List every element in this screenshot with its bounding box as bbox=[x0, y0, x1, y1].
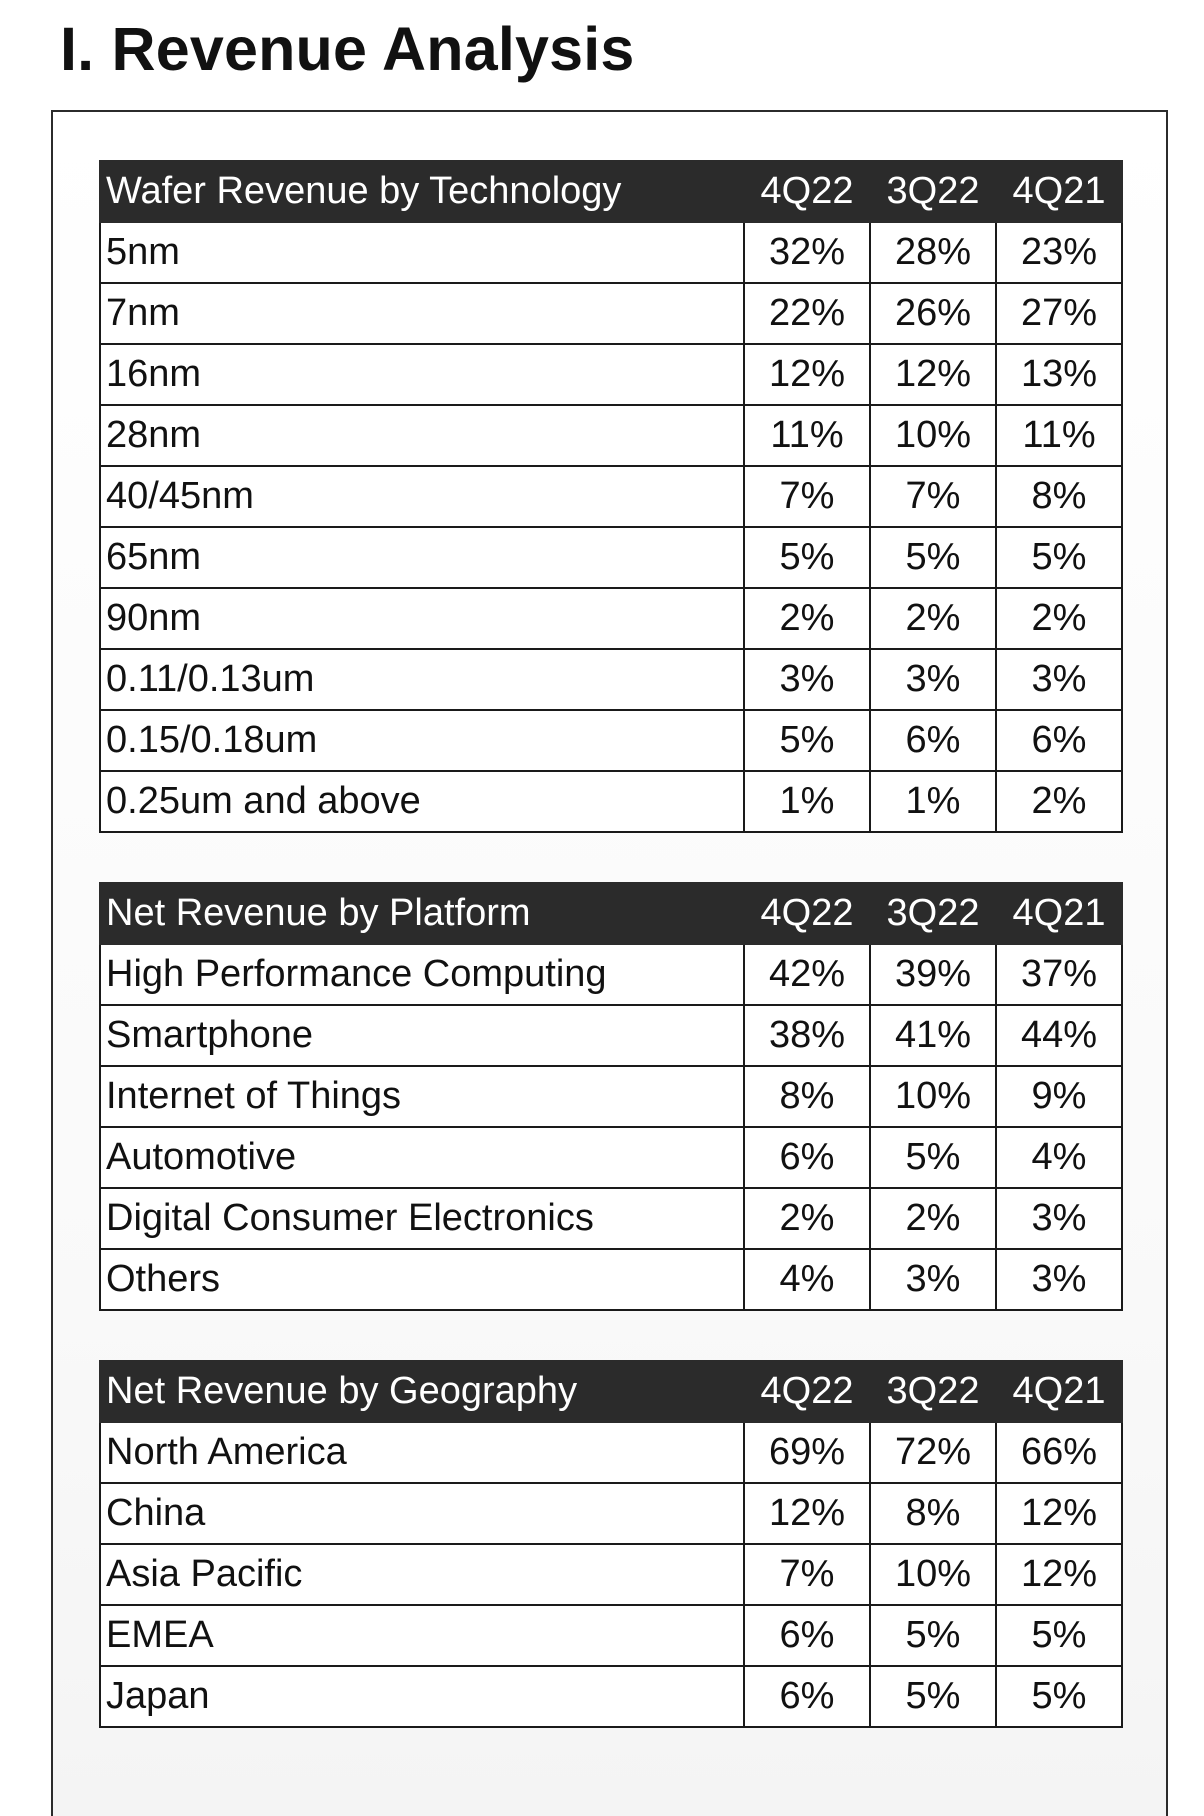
percent-cell: 2% bbox=[996, 771, 1122, 832]
row-label: 65nm bbox=[100, 527, 744, 588]
percent-cell: 9% bbox=[996, 1066, 1122, 1127]
row-label: 5nm bbox=[100, 222, 744, 283]
row-label: 0.11/0.13um bbox=[100, 649, 744, 710]
percent-cell: 5% bbox=[996, 1666, 1122, 1727]
table-title: Wafer Revenue by Technology bbox=[100, 161, 744, 222]
percent-cell: 3% bbox=[996, 1249, 1122, 1310]
percent-cell: 26% bbox=[870, 283, 996, 344]
row-label: EMEA bbox=[100, 1605, 744, 1666]
percent-cell: 1% bbox=[870, 771, 996, 832]
table-row bbox=[100, 588, 1122, 649]
net-revenue-by-platform-table bbox=[99, 882, 1123, 1311]
table-row bbox=[100, 222, 1122, 283]
percent-cell: 23% bbox=[996, 222, 1122, 283]
table-row bbox=[100, 344, 1122, 405]
table-row bbox=[100, 649, 1122, 710]
percent-cell: 7% bbox=[744, 1544, 870, 1605]
table-row bbox=[100, 405, 1122, 466]
row-label: Internet of Things bbox=[100, 1066, 744, 1127]
percent-cell: 39% bbox=[870, 944, 996, 1005]
percent-cell: 37% bbox=[996, 944, 1122, 1005]
percent-cell: 7% bbox=[870, 466, 996, 527]
table-row bbox=[100, 283, 1122, 344]
percent-cell: 10% bbox=[870, 1544, 996, 1605]
row-label: 0.15/0.18um bbox=[100, 710, 744, 771]
percent-cell: 11% bbox=[996, 405, 1122, 466]
row-label: 40/45nm bbox=[100, 466, 744, 527]
percent-cell: 2% bbox=[744, 588, 870, 649]
percent-cell: 6% bbox=[744, 1605, 870, 1666]
percent-cell: 12% bbox=[744, 1483, 870, 1544]
percent-cell: 66% bbox=[996, 1422, 1122, 1483]
percent-cell: 12% bbox=[744, 344, 870, 405]
percent-cell: 12% bbox=[996, 1483, 1122, 1544]
row-label: 90nm bbox=[100, 588, 744, 649]
percent-cell: 5% bbox=[996, 527, 1122, 588]
percent-cell: 72% bbox=[870, 1422, 996, 1483]
table-row bbox=[100, 1066, 1122, 1127]
percent-cell: 5% bbox=[870, 1127, 996, 1188]
column-header: 4Q21 bbox=[996, 161, 1122, 222]
percent-cell: 8% bbox=[870, 1483, 996, 1544]
percent-cell: 7% bbox=[744, 466, 870, 527]
table-header-row bbox=[100, 883, 1122, 944]
row-label: Smartphone bbox=[100, 1005, 744, 1066]
row-label: Automotive bbox=[100, 1127, 744, 1188]
percent-cell: 69% bbox=[744, 1422, 870, 1483]
row-label: China bbox=[100, 1483, 744, 1544]
percent-cell: 10% bbox=[870, 1066, 996, 1127]
column-header: 4Q22 bbox=[744, 161, 870, 222]
percent-cell: 6% bbox=[996, 710, 1122, 771]
column-header: 3Q22 bbox=[870, 1361, 996, 1422]
percent-cell: 4% bbox=[996, 1127, 1122, 1188]
percent-cell: 3% bbox=[996, 649, 1122, 710]
column-header: 3Q22 bbox=[870, 161, 996, 222]
percent-cell: 3% bbox=[870, 1249, 996, 1310]
table-row bbox=[100, 527, 1122, 588]
row-label: 7nm bbox=[100, 283, 744, 344]
percent-cell: 32% bbox=[744, 222, 870, 283]
table-row bbox=[100, 1483, 1122, 1544]
percent-cell: 28% bbox=[870, 222, 996, 283]
table-row bbox=[100, 944, 1122, 1005]
percent-cell: 5% bbox=[744, 710, 870, 771]
percent-cell: 4% bbox=[744, 1249, 870, 1310]
row-label: Asia Pacific bbox=[100, 1544, 744, 1605]
table-row bbox=[100, 1005, 1122, 1066]
percent-cell: 8% bbox=[744, 1066, 870, 1127]
percent-cell: 6% bbox=[870, 710, 996, 771]
percent-cell: 5% bbox=[870, 1605, 996, 1666]
percent-cell: 41% bbox=[870, 1005, 996, 1066]
wafer-revenue-by-technology-table bbox=[99, 160, 1123, 833]
column-header: 4Q22 bbox=[744, 883, 870, 944]
percent-cell: 3% bbox=[870, 649, 996, 710]
column-header: 3Q22 bbox=[870, 883, 996, 944]
table-row bbox=[100, 1249, 1122, 1310]
percent-cell: 6% bbox=[744, 1666, 870, 1727]
percent-cell: 5% bbox=[870, 1666, 996, 1727]
percent-cell: 11% bbox=[744, 405, 870, 466]
row-label: North America bbox=[100, 1422, 744, 1483]
table-row bbox=[100, 466, 1122, 527]
net-revenue-by-geography-table bbox=[99, 1360, 1123, 1728]
row-label: Others bbox=[100, 1249, 744, 1310]
table-row bbox=[100, 1422, 1122, 1483]
percent-cell: 5% bbox=[744, 527, 870, 588]
percent-cell: 42% bbox=[744, 944, 870, 1005]
table-title: Net Revenue by Geography bbox=[100, 1361, 744, 1422]
row-label: Japan bbox=[100, 1666, 744, 1727]
table-row bbox=[100, 710, 1122, 771]
percent-cell: 27% bbox=[996, 283, 1122, 344]
percent-cell: 6% bbox=[744, 1127, 870, 1188]
row-label: 16nm bbox=[100, 344, 744, 405]
table-row bbox=[100, 1544, 1122, 1605]
percent-cell: 3% bbox=[996, 1188, 1122, 1249]
percent-cell: 5% bbox=[870, 527, 996, 588]
table-row bbox=[100, 1188, 1122, 1249]
column-header: 4Q22 bbox=[744, 1361, 870, 1422]
table-header-row bbox=[100, 161, 1122, 222]
percent-cell: 2% bbox=[870, 1188, 996, 1249]
percent-cell: 10% bbox=[870, 405, 996, 466]
percent-cell: 12% bbox=[996, 1544, 1122, 1605]
table-header-row bbox=[100, 1361, 1122, 1422]
row-label: Digital Consumer Electronics bbox=[100, 1188, 744, 1249]
percent-cell: 2% bbox=[870, 588, 996, 649]
column-header: 4Q21 bbox=[996, 1361, 1122, 1422]
row-label: 0.25um and above bbox=[100, 771, 744, 832]
table-row bbox=[100, 1666, 1122, 1727]
percent-cell: 44% bbox=[996, 1005, 1122, 1066]
percent-cell: 13% bbox=[996, 344, 1122, 405]
percent-cell: 5% bbox=[996, 1605, 1122, 1666]
row-label: High Performance Computing bbox=[100, 944, 744, 1005]
percent-cell: 8% bbox=[996, 466, 1122, 527]
table-row bbox=[100, 1605, 1122, 1666]
percent-cell: 38% bbox=[744, 1005, 870, 1066]
percent-cell: 2% bbox=[996, 588, 1122, 649]
table-row bbox=[100, 771, 1122, 832]
page-title: I. Revenue Analysis bbox=[60, 15, 635, 83]
percent-cell: 12% bbox=[870, 344, 996, 405]
column-header: 4Q21 bbox=[996, 883, 1122, 944]
table-row bbox=[100, 1127, 1122, 1188]
percent-cell: 2% bbox=[744, 1188, 870, 1249]
table-title: Net Revenue by Platform bbox=[100, 883, 744, 944]
row-label: 28nm bbox=[100, 405, 744, 466]
percent-cell: 22% bbox=[744, 283, 870, 344]
percent-cell: 3% bbox=[744, 649, 870, 710]
percent-cell: 1% bbox=[744, 771, 870, 832]
